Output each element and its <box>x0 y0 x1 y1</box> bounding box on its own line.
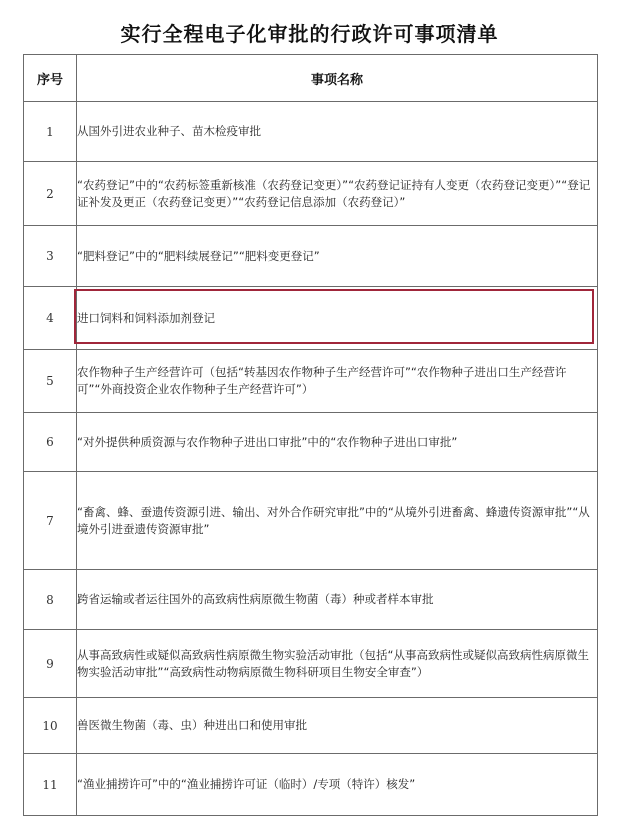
table-row <box>24 226 598 287</box>
table-row <box>24 570 598 630</box>
row-num: 11 <box>24 754 77 816</box>
row-num: 2 <box>24 162 77 226</box>
header-name: 事项名称 <box>77 55 598 102</box>
row-num: 4 <box>24 287 77 350</box>
row-name: 进口饲料和饲料添加剂登记 <box>77 287 598 350</box>
row-name: 农作物种子生产经营许可（包括“转基因农作物种子生产经营许可”“农作物种子进出口生产经营许可”“外商投资企业农作物种子生产经营许可”） <box>77 350 598 413</box>
table-row <box>24 698 598 754</box>
table-row <box>24 350 598 413</box>
table-row <box>24 630 598 698</box>
row-num: 1 <box>24 102 77 162</box>
table-row <box>24 413 598 472</box>
row-num: 6 <box>24 413 77 472</box>
table-row <box>24 162 598 226</box>
row-name: 跨省运输或者运往国外的高致病性病原微生物菌（毒）种或者样本审批 <box>77 570 598 630</box>
table-row <box>24 287 598 350</box>
header-num: 序号 <box>24 55 77 102</box>
table-row <box>24 754 598 816</box>
row-name: “农药登记”中的“农药标签重新核准（农药登记变更）”“农药登记证持有人变更（农药登记变更）”“登记证补发及更正（农药登记变更）”“农药登记信息添加（农药登记）” <box>77 162 598 226</box>
row-name: 兽医微生物菌（毒、虫）种进出口和使用审批 <box>77 698 598 754</box>
row-num: 3 <box>24 226 77 287</box>
row-name: “畜禽、蜂、蚕遗传资源引进、输出、对外合作研究审批”中的“从境外引进畜禽、蜂遗传资源审批”“从境外引进蚕遗传资源审批” <box>77 472 598 570</box>
page-title: 实行全程电子化审批的行政许可事项清单 <box>120 22 499 46</box>
row-num: 5 <box>24 350 77 413</box>
row-name: 从事高致病性或疑似高致病性病原微生物实验活动审批（包括“从事高致病性或疑似高致病性病原微生物实验活动审批”“高致病性动物病原微生物科研项目生物安全审查”） <box>77 630 598 698</box>
row-num: 9 <box>24 630 77 698</box>
row-num: 10 <box>24 698 77 754</box>
table-row <box>24 472 598 570</box>
row-name: “肥料登记”中的“肥料续展登记”“肥料变更登记” <box>77 226 598 287</box>
row-num: 7 <box>24 472 77 570</box>
table-header-row <box>24 55 598 102</box>
row-name: 从国外引进农业种子、苗木检疫审批 <box>77 102 598 162</box>
row-name: “对外提供种质资源与农作物种子进出口审批”中的“农作物种子进出口审批” <box>77 413 598 472</box>
row-name: “渔业捕捞许可”中的“渔业捕捞许可证（临时）/专项（特许）核发” <box>77 754 598 816</box>
row-num: 8 <box>24 570 77 630</box>
table-row <box>24 102 598 162</box>
permit-list-table <box>23 54 598 816</box>
